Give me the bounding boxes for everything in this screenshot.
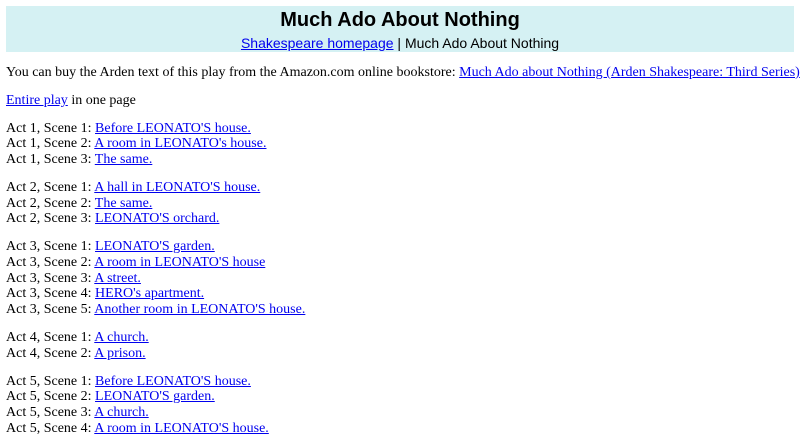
scene-label: Act 3, Scene 1: bbox=[6, 239, 96, 254]
scene-label: Act 3, Scene 5: bbox=[6, 302, 95, 317]
scene-link[interactable]: LEONATO'S garden. bbox=[95, 389, 215, 404]
scene-row bbox=[6, 271, 141, 287]
scene-label: Act 2, Scene 1: bbox=[6, 180, 95, 195]
scene-link[interactable]: A room in LEONATO's house. bbox=[94, 136, 267, 151]
scene-link[interactable]: A room in LEONATO'S house bbox=[94, 255, 266, 270]
scene-row bbox=[6, 121, 251, 137]
scene-link[interactable]: A prison. bbox=[94, 346, 146, 361]
scene-row bbox=[6, 211, 219, 227]
scene-row bbox=[6, 389, 215, 405]
scene-link[interactable]: The same. bbox=[94, 152, 153, 167]
scene-label: Act 2, Scene 3: bbox=[6, 211, 96, 226]
scene-label: Act 5, Scene 4: bbox=[6, 421, 95, 436]
scene-link[interactable]: Before LEONATO'S house. bbox=[95, 121, 251, 136]
scene-label: Act 5, Scene 2: bbox=[6, 389, 96, 404]
buy-paragraph bbox=[6, 65, 800, 81]
scene-row bbox=[6, 374, 251, 390]
scene-label: Act 2, Scene 2: bbox=[6, 196, 95, 211]
scene-row bbox=[6, 239, 215, 255]
scene-link[interactable]: A church. bbox=[94, 405, 149, 420]
scene-link[interactable]: Another room in LEONATO'S house. bbox=[94, 302, 306, 317]
arden-amazon-link[interactable]: Much Ado about Nothing (Arden Shakespeare: Third Series) bbox=[459, 65, 800, 80]
scene-label: Act 5, Scene 3: bbox=[6, 405, 95, 420]
scene-label: Act 1, Scene 2: bbox=[6, 136, 95, 151]
shakespeare-homepage-link[interactable]: Shakespeare homepage bbox=[240, 35, 394, 51]
breadcrumb-current: Much Ado About Nothing bbox=[404, 35, 560, 51]
scene-label: Act 5, Scene 1: bbox=[6, 374, 96, 389]
buy-text: You can buy the Arden text of this play from the Amazon.com online bookstore: bbox=[6, 65, 460, 80]
scene-label: Act 3, Scene 4: bbox=[6, 286, 96, 301]
scene-row bbox=[6, 152, 152, 168]
entire-play-paragraph bbox=[6, 93, 136, 109]
scene-link[interactable]: LEONATO'S orchard. bbox=[95, 211, 220, 226]
scene-row bbox=[6, 302, 305, 318]
scene-row bbox=[6, 255, 265, 271]
scene-link[interactable]: HERO's apartment. bbox=[95, 286, 205, 301]
breadcrumb-separator: | bbox=[393, 35, 405, 51]
scene-link[interactable]: LEONATO'S garden. bbox=[95, 239, 215, 254]
scene-row bbox=[6, 136, 266, 152]
scene-label: Act 3, Scene 2: bbox=[6, 255, 95, 270]
scene-label: Act 3, Scene 3: bbox=[6, 271, 95, 286]
scene-label: Act 1, Scene 3: bbox=[6, 152, 95, 167]
breadcrumb bbox=[6, 34, 794, 52]
scene-row bbox=[6, 405, 149, 421]
entire-play-text: in one page bbox=[67, 93, 136, 108]
page-title: Much Ado About Nothing bbox=[280, 9, 520, 31]
scene-row bbox=[6, 180, 260, 196]
scene-link[interactable]: A street. bbox=[94, 271, 141, 286]
page-header bbox=[6, 6, 794, 52]
entire-play-link[interactable]: Entire play bbox=[6, 93, 68, 108]
scene-link[interactable]: A hall in LEONATO'S house. bbox=[94, 180, 261, 195]
scene-row bbox=[6, 421, 269, 437]
scene-label: Act 4, Scene 1: bbox=[6, 330, 95, 345]
scene-link[interactable]: Before LEONATO'S house. bbox=[95, 374, 251, 389]
scene-label: Act 4, Scene 2: bbox=[6, 346, 95, 361]
scene-row bbox=[6, 330, 149, 346]
scene-row bbox=[6, 196, 152, 212]
scene-row bbox=[6, 286, 204, 302]
scene-link[interactable]: The same. bbox=[94, 196, 153, 211]
scene-link[interactable]: A church. bbox=[94, 330, 149, 345]
scene-label: Act 1, Scene 1: bbox=[6, 121, 96, 136]
scene-link[interactable]: A room in LEONATO'S house. bbox=[94, 421, 269, 436]
scene-row bbox=[6, 346, 146, 362]
